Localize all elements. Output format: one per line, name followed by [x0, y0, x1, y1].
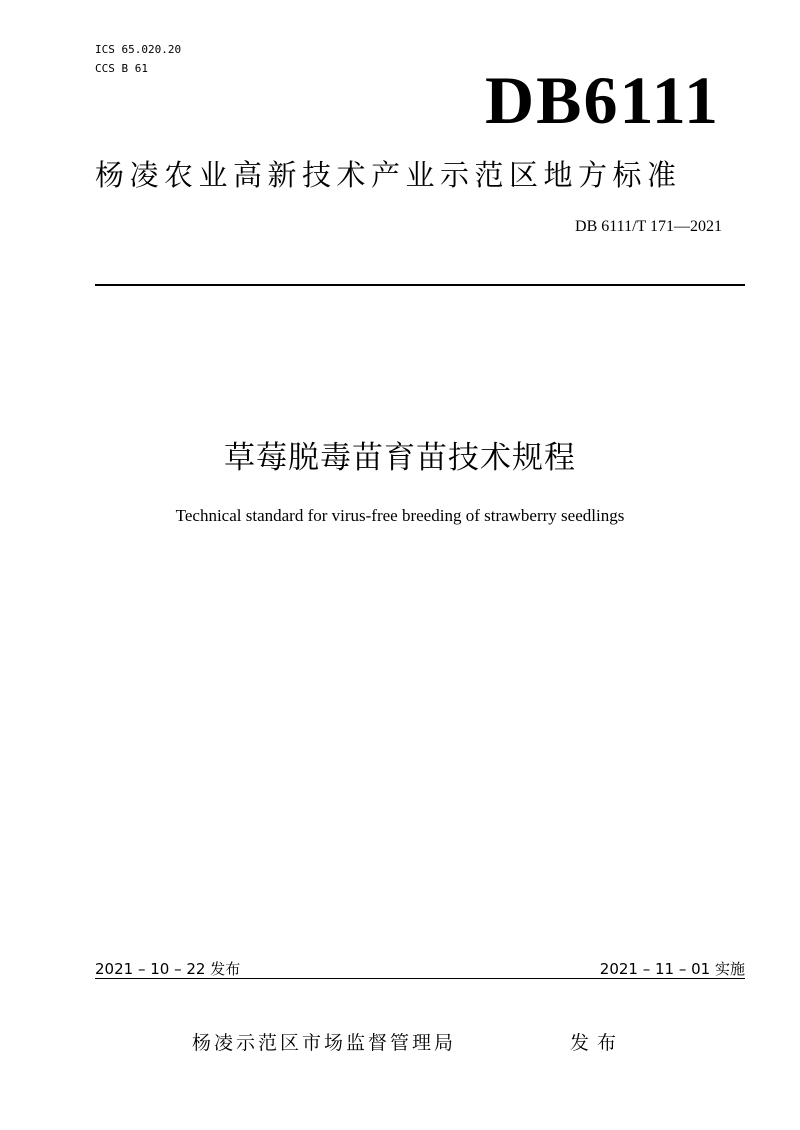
standard-number: DB 6111/T 171—2021: [575, 218, 722, 235]
document-subtitle-en: Technical standard for virus-free breeding of strawberry seedlings: [175, 506, 625, 525]
implementation-date: 2021 – 11 – 01 实施: [599, 960, 745, 978]
bottom-divider: [95, 978, 745, 979]
ccs-code: CCS B 61: [95, 62, 148, 75]
issuing-region-title: 杨凌农业高新技术产业示范区地方标准: [95, 158, 682, 192]
document-title: 草莓脱毒苗育苗技术规程: [224, 440, 576, 476]
standard-mark: DB6111: [485, 62, 720, 138]
ics-code: ICS 65.020.20: [95, 43, 182, 56]
publisher: 杨凌示范区市场监督管理局: [192, 1032, 457, 1054]
classification-codes: [95, 40, 181, 78]
top-divider: [95, 284, 745, 286]
issue-date: 2021 – 10 – 22 发布: [95, 960, 241, 978]
publish-label: 发布: [570, 1032, 625, 1054]
